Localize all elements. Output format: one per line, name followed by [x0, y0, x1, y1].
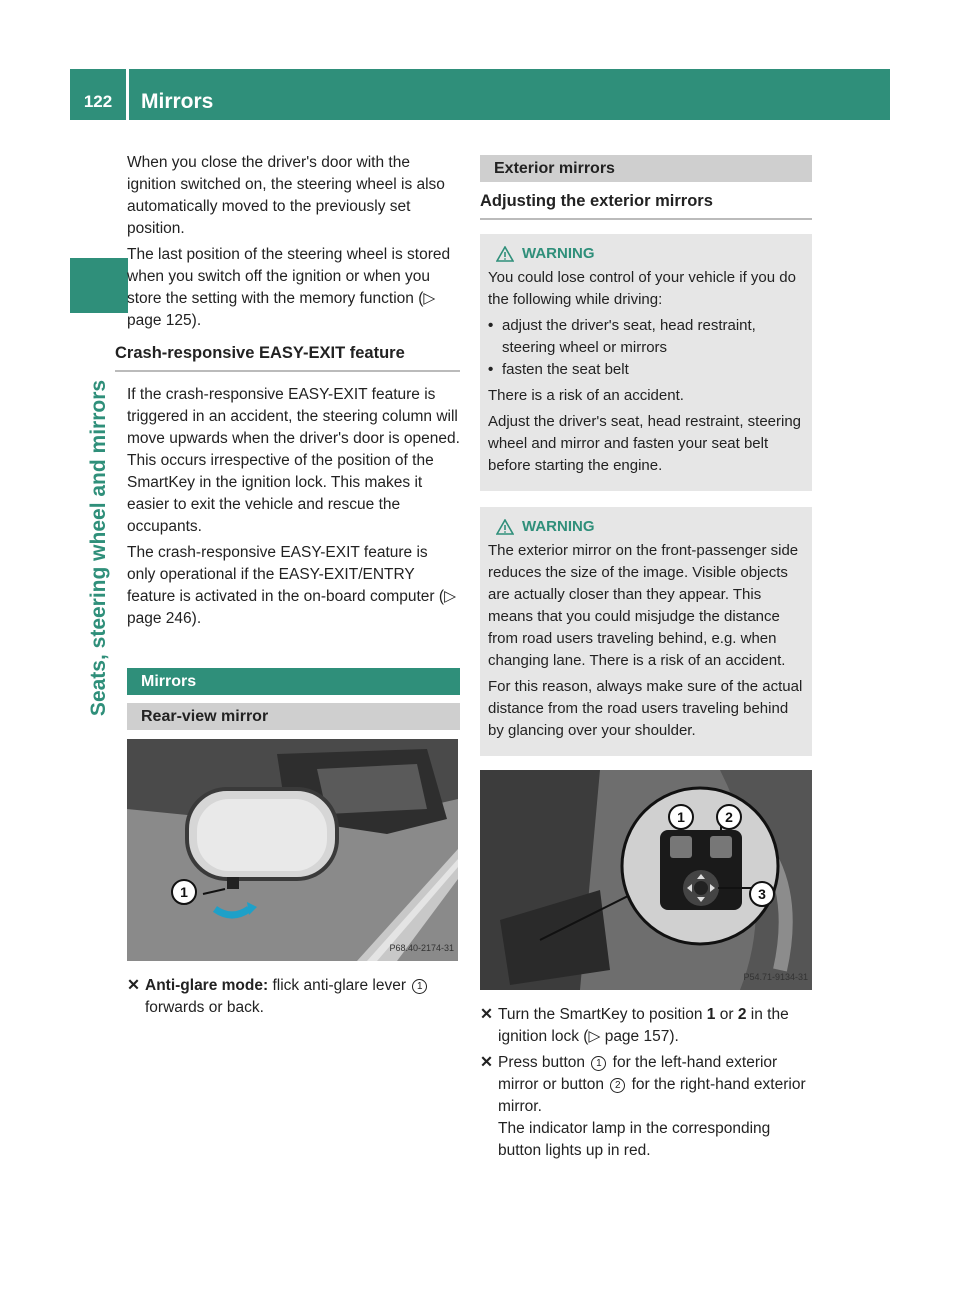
- paragraph-text: The last position of the steering wheel is stored when you switch off the ignition or when you store the setting with the memory function (: [127, 246, 451, 307]
- instruction-step: [127, 975, 460, 1019]
- section-bar-rear-view-mirror: Rear-view mirror: [127, 703, 460, 730]
- paragraph: [115, 542, 460, 630]
- warning-text: The exterior mirror on the front-passenger side reduces the size of the image. Visible objects are actually closer than they appear. This means that you could misjudge the distance from road users traveling behind, e.g. when changing lane. There is a risk of an accident.: [488, 542, 799, 669]
- position-number: 2: [737, 1006, 747, 1023]
- right-column: [480, 155, 812, 1166]
- page-reference-link[interactable]: ▷ page 157: [588, 1028, 670, 1045]
- callout-ref-1: 1: [591, 1056, 606, 1071]
- list-item: [488, 359, 804, 381]
- step-text: or: [719, 1006, 734, 1023]
- step-text: forwards or back.: [145, 999, 264, 1016]
- step-text: for the right-hand exterior mirror.: [498, 1076, 806, 1115]
- callout-1: 1: [171, 879, 197, 905]
- paragraph-text: ).: [191, 312, 202, 329]
- warning-title-text: WARNING: [522, 518, 595, 535]
- instruction-step: [480, 1004, 812, 1048]
- callout-ref-1: 1: [412, 979, 427, 994]
- page-number: 122: [83, 92, 113, 111]
- step-result: The indicator lamp in the corresponding button lights up in red.: [498, 1120, 771, 1159]
- step-content: [498, 1052, 812, 1162]
- step-marker-icon: ✕: [480, 1054, 493, 1071]
- step-text: ).: [669, 1028, 679, 1045]
- warning-title: [488, 516, 804, 538]
- list-item: [488, 315, 804, 359]
- step-label: Anti-glare mode:: [145, 977, 269, 994]
- rear-view-mirror-illustration: [127, 739, 458, 961]
- warning-text: Adjust the driver's seat, head restraint, steering wheel and mirror and fasten your seat belt before starting the engine.: [488, 413, 802, 474]
- step-marker-icon: ✕: [127, 977, 140, 994]
- warning-title-text: WARNING: [522, 245, 595, 262]
- paragraph: When you close the driver's door with the ignition switched on, the steering wheel is also automatically moved to the previously set position.: [127, 154, 445, 237]
- step-text: Turn the SmartKey to position: [498, 1006, 703, 1023]
- step-content: [498, 1004, 812, 1048]
- step-text: for the left-hand exterior mirror or button: [498, 1054, 778, 1093]
- section-bar-exterior-mirrors: Exterior mirrors: [480, 155, 812, 182]
- page-reference-link[interactable]: ▷ page 125: [127, 290, 436, 329]
- subheading-adjusting-mirrors: Adjusting the exterior mirrors: [480, 190, 812, 220]
- warning-text: You could lose control of your vehicle if you do the following while driving:: [488, 269, 796, 308]
- side-tab-label: Seats, steering wheel and mirrors: [87, 379, 110, 717]
- header-divider: [126, 69, 129, 120]
- step-content: [145, 975, 460, 1019]
- section-title: Mirrors: [141, 90, 214, 113]
- list-item-text: fasten the seat belt: [502, 361, 629, 378]
- left-column: [115, 152, 460, 1023]
- callout-1: 1: [668, 804, 694, 830]
- page-reference-link[interactable]: ▷ page 246: [127, 588, 456, 627]
- bullet-icon: •: [488, 317, 494, 334]
- callout-3: 3: [749, 881, 775, 907]
- exterior-mirror-controls-figure: [480, 770, 812, 990]
- step-text: in the ignition lock (: [498, 1006, 789, 1045]
- paragraph-text: The crash-responsive EASY-EXIT feature is only operational if the EASY-EXIT/ENTRY feature is activated in the on-board computer (: [127, 544, 445, 605]
- figure-code: P68.40-2174-31: [389, 943, 454, 953]
- list-item-text: adjust the driver's seat, head restraint, steering wheel or mirrors: [502, 317, 756, 356]
- warning-text: For this reason, always make sure of the actual distance from the road users traveling behind by glancing over your shoulder.: [488, 678, 803, 739]
- subheading-crash-responsive: Crash-responsive EASY-EXIT feature: [115, 342, 460, 372]
- paragraph: [115, 244, 460, 332]
- step-marker-icon: ✕: [480, 1006, 493, 1023]
- callout-2: 2: [716, 804, 742, 830]
- warning-box: [480, 234, 812, 491]
- position-number: 1: [706, 1006, 716, 1023]
- warning-triangle-icon: [496, 246, 514, 262]
- paragraph: If the crash-responsive EASY-EXIT feature is triggered in an accident, the steering column will move upwards when the driver's door is opened. This occurs irrespective of the position of the SmartKey in the ignition lock. This makes it easier to exit the vehicle and rescue the occupants.: [127, 386, 460, 535]
- bullet-icon: •: [488, 361, 494, 378]
- door-panel-illustration: [480, 770, 812, 990]
- step-text: flick anti-glare lever: [272, 977, 406, 994]
- rear-view-mirror-figure: [127, 739, 458, 961]
- callout-ref-2: 2: [610, 1078, 625, 1093]
- warning-title: [488, 243, 804, 265]
- figure-code: P54.71-9134-31: [743, 972, 808, 982]
- instruction-step: [480, 1052, 812, 1162]
- paragraph-text: ).: [191, 610, 202, 627]
- section-bar-mirrors: Mirrors: [127, 668, 460, 695]
- step-text: Press button: [498, 1054, 586, 1071]
- warning-box: [480, 507, 812, 756]
- warning-text: There is a risk of an accident.: [488, 387, 684, 404]
- warning-triangle-icon: [496, 519, 514, 535]
